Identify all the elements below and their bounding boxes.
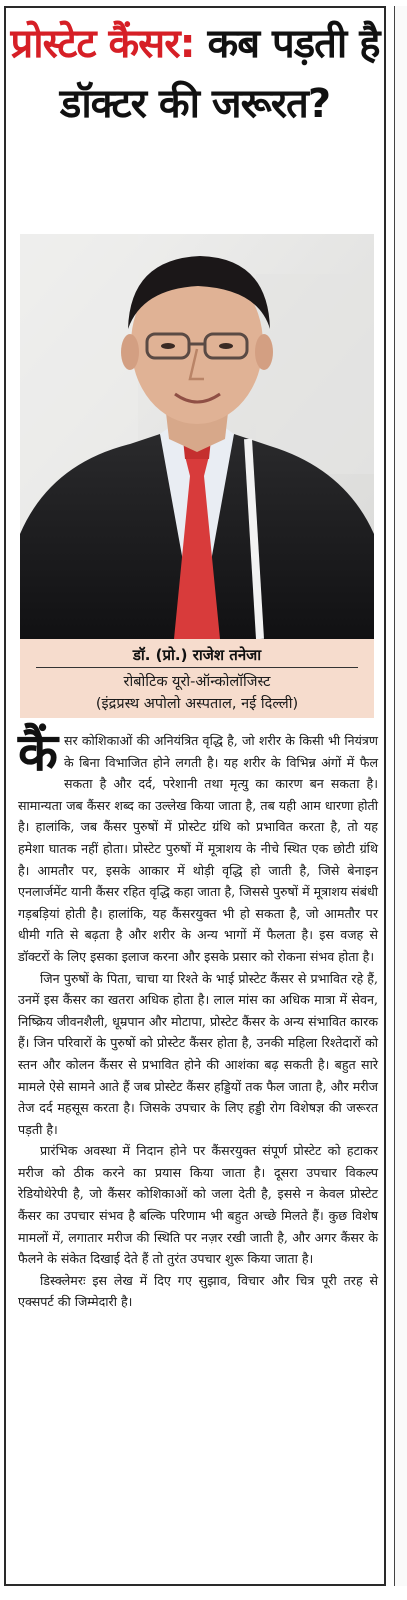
paragraph-1-text: सर कोशिकाओं की अनियंत्रित वृद्धि है, जो शरीर के किसी भी नियंत्रण के बिना विभाजित होने लगती है। यह शरीर के विभिन्न अंगों में फैल सकता है और दर्द, परेशानी तथा मृत्यु का कारण बन सकता है। सामान्यता जब कैंसर शब्द का उल्लेख किया जाता है, तब यही आम धारणा होती है। हालांकि, जब कैंसर पुरुषों में प्रोस्टेट ग्रंथि को प्रभावित करता है, तो यह हमेशा घातक नहीं होता। प्रोस्टेट पुरुषों में मूत्राशय के नीचे स्थित एक छोटी ग्रंथि है। आमतौर पर, इसके आकार में थोड़ी वृद्धि हो जाती है, जिसे बेनाइन एनलार्जमेंट यानी कैंसर रहित वृद्धि कहा जाता है, जिससे पुरुषों में मूत्राशय संबंधी गड़बड़ियां होती है। हालांकि, यह कैंसरयुक्त भी हो सकता है, जो आमतौर पर धीमी गति से बढ़ता है और शरीर के अन्य भागों में फैलता है। इस वजह से डॉक्टरों के लिए इसका इलाज करना और इसके प्रसार को रोकना संभव होता है। <box>18 733 378 964</box>
article-paragraph-1 <box>18 723 378 968</box>
adjacent-column-edge <box>394 6 407 1586</box>
author-designation: रोबोटिक यूरो-ऑन्कोलॉजिस्ट <box>123 674 271 690</box>
doctor-portrait-photo <box>20 234 374 639</box>
headline-highlight: प्रोस्टेट कैंसर: <box>10 21 195 67</box>
headline <box>6 14 384 134</box>
author-caption <box>20 639 374 718</box>
portrait-icon <box>20 234 374 639</box>
author-hospital: (इंद्रप्रस्थ अपोलो अस्पताल, नई दिल्ली) <box>95 696 299 712</box>
article-body <box>18 723 378 1313</box>
disclaimer: डिस्क्लेमरः इस लेख में दिए गए सुझाव, विचार और चित्र पूरी तरह से एक्सपर्ट की जिम्मेदारी है। <box>18 1272 378 1310</box>
article-paragraph-3: प्रारंभिक अवस्था में निदान होने पर कैंसरयुक्त संपूर्ण प्रोस्टेट को हटाकर मरीज को ठीक करने का प्रयास किया जाता है। दूसरा उपचार विकल्प रेडियोथेरेपी है, जो कैंसर कोशिकाओं को जला देती है, इससे न केवल प्रोस्टेट कैंसर का उपचार संभव है बल्कि परिणाम भी बहुत अच्छे मिलते हैं। कुछ विशेष मामलों में, लगातार मरीज की स्थिति पर नज़र रखी जाती है, और अगर कैंसर के फैलने के संकेत दिखाई देते हैं तो तुरंत उपचार शुरू किया जाता है। <box>18 1143 378 1267</box>
author-name: डॉ. (प्रो.) राजेश तनेजा <box>36 644 358 668</box>
article-paragraph-2: जिन पुरुषों के पिता, चाचा या रिश्ते के भाई प्रोस्टेट कैंसर से प्रभावित रहे हैं, उनमें इस कैंसर का खतरा अधिक होता है। लाल मांस का अधिक मात्रा में सेवन, निष्क्रिय जीवनशैली, धूम्रपान और मोटापा, प्रोस्टेट कैंसर के अन्य संभावित कारक हैं। जिन परिवारों के पुरुषों को प्रोस्टेट कैंसर होता है, उनकी महिला रिश्तेदारों को स्तन और कोलन कैंसर से प्रभावित होने की आशंका बढ़ सकती है। बहुत सारे मामले ऐसे सामने आते हैं जब प्रोस्टेट कैंसर हड्डियों तक फैल जाता है, और मरीज तेज दर्द महसूस करता है। जिसके उपचार के लिए हड्डी रोग विशेषज्ञ की जरूरत पड़ती है। <box>18 970 378 1137</box>
newspaper-clipping <box>4 6 386 1586</box>
headline-rest: कब पड़ती है डॉक्टर की जरूरत? <box>59 21 380 127</box>
drop-cap: कैं <box>18 723 58 783</box>
